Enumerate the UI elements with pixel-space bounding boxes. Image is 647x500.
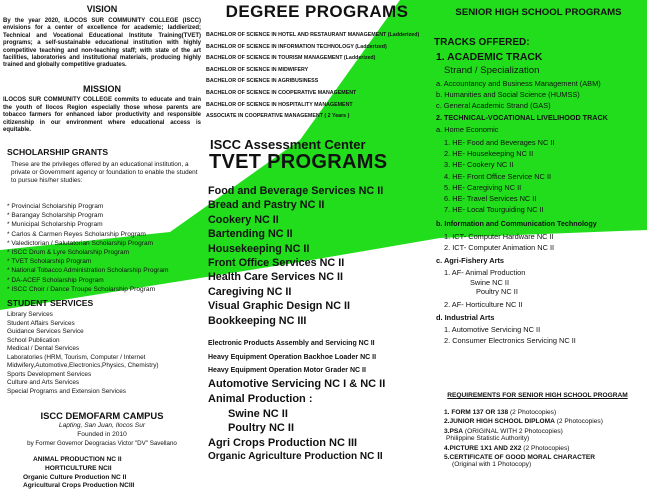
requirements-list [444, 408, 603, 470]
list-item: 7. HE- Local Tourguiding NC II [444, 205, 544, 215]
list-item: * Valedictorian / Salutatorian Scholarship Program [7, 239, 154, 247]
list-item: 6. HE- Travel Services NC II [444, 194, 537, 204]
list-item: ASSOCIATE IN COOPERATIVE MANAGEMENT ( 2 Years ) [206, 113, 350, 120]
list-item: Electronic Products Assembly and Servicing NC II [208, 340, 375, 347]
list-item: Organic Culture Production NC II [23, 473, 127, 481]
academic-strands-list [436, 78, 601, 111]
list-item: a. Accountancy and Business Management (ABM) [436, 79, 601, 88]
list-item: 4.PICTURE 1X1 AND 2X2 (2 Photocopies) [444, 444, 570, 452]
demofarm-programs [23, 456, 134, 491]
list-item: Animal Production : [208, 392, 313, 405]
list-item: School Publication [7, 336, 60, 344]
list-item: 2. HE- Housekeeping NC II [444, 149, 534, 159]
scholarship-grants-list [7, 202, 169, 294]
list-item: Medical / Dental Services [7, 345, 80, 352]
degree-programs-title: DEGREE PROGRAMS [225, 2, 409, 21]
student-services-list [7, 311, 159, 396]
list-item: 1. FORM 137 OR 138 (2 Photocopies) [444, 409, 557, 416]
list-item: 1. ICT- Computer Hardware NC II [444, 232, 554, 241]
academic-track-title: 1. ACADEMIC TRACK [436, 52, 543, 63]
list-item: * DA-ACEF Scholarship Program [7, 276, 104, 284]
list-item: Housekeeping NC II [208, 242, 310, 255]
vision-title: VISION [86, 4, 118, 14]
assessment-center-title: ISCC Assessment Center [210, 137, 366, 152]
list-item: 1. Automotive Servicing NC II [444, 325, 541, 334]
list-item: 3.PSA (ORIGINAL WITH 2 Photocopies) [444, 427, 563, 435]
list-item: BACHELOR OF SCIENCE IN AGRIBUSINESS [206, 78, 319, 85]
list-item: * ISCC Choir / Dance Troupe Scholarship Program [7, 285, 156, 293]
list-item: b. Humanities and Social Science (HUMSS) [436, 90, 580, 99]
list-item: 2.JUNIOR HIGH SCHOOL DIPLOMA (2 Photocopies) [444, 418, 603, 426]
list-item: 1. AF- Animal Production [444, 268, 526, 277]
list-item: * Provincial Scholarship Program [7, 203, 104, 210]
list-item: Health Care Services NC II [208, 271, 344, 284]
ict-title: b. Information and Communication Technology [436, 219, 597, 228]
list-item: Heavy Equipment Operation Motor Grader NC II [208, 367, 366, 375]
home-economic-title: a. Home Economic [436, 125, 499, 134]
list-item: Cookery NC II [208, 213, 279, 226]
degree-programs-list [206, 30, 419, 123]
list-item: Swine NC II [470, 277, 510, 287]
vision-text: By the year 2020, ILOCOS SUR COMMUNITY COLLEGE (ISCC) envisions for a center of excellence for academic; laddierized; Technical and Vocational Educational Institute Training(TVET) programs; a self-sustainable educational institution with highly competitive teaching and non-teaching staff; with state of the art facilities, laboratories and institutional materials, producing highly trained and globally competitive graduates. [3, 18, 201, 69]
list-item: Front Office Services NC II [208, 257, 345, 270]
list-item: * Municipal Scholarship Program [7, 221, 103, 229]
list-item: 2. ICT- Computer Animation NC II [444, 243, 555, 252]
list-item: Automotive Servicing NC I & NC II [208, 378, 386, 390]
list-item: (Original with 1 Photocopy) [452, 461, 532, 469]
demofarm-location: Lapting, San Juan, Ilocos Sur [58, 422, 146, 429]
list-item: * Carlos & Carmen Reyes Scholarship Program [7, 230, 146, 238]
scholarship-grants-intro: These are the privileges offered by an educational institution, a private or Government agency or foundation to enable the student to pursue his/her studies: [11, 161, 198, 184]
list-item: Caregiving NC II [208, 285, 292, 298]
list-item: BACHELOR OF SCIENCE IN HOSPITALITY MANAGEMENT [206, 101, 353, 108]
list-item: Food and Beverage Services NC II [208, 185, 384, 197]
demofarm-title: ISCC DEMOFARM CAMPUS [40, 410, 164, 421]
list-item: Sports Development Services [7, 370, 92, 378]
shs-programs-title: SENIOR HIGH SCHOOL PROGRAMS [455, 7, 622, 18]
list-item: BACHELOR OF SCIENCE IN MIDWIFERY [206, 66, 309, 73]
industrial-arts-title: d. Industrial Arts [436, 313, 495, 322]
list-item: Guidance Services Service [7, 328, 84, 335]
agri-fishery-title: c. Agri-Fishery Arts [436, 256, 505, 265]
list-item: ANIMAL PRODUCTION NC II [33, 456, 122, 463]
list-item: * Barangay Scholarship Program [7, 212, 104, 220]
ict-list [444, 231, 554, 253]
list-item: BACHELOR OF SCIENCE IN INFORMATION TECHNOLOGY (Ladderized) [206, 43, 387, 50]
list-item: HORTICULTURE NCII [45, 464, 112, 472]
list-item: Heavy Equipment Operation Backhoe Loader NC II [208, 353, 377, 361]
scholarship-grants-title: SCHOLARSHIP GRANTS [7, 147, 109, 157]
tvl-track-title: 2. TECHNICAL-VOCATIONAL LIVELIHOOD TRACK [436, 113, 608, 122]
academic-track-subtitle: Strand / Specialization [444, 65, 540, 76]
demofarm-founded: Founded in 2010 [77, 431, 127, 438]
list-item: * TVET Scholarship Program [7, 258, 92, 266]
tvet-programs-title: TVET PROGRAMS [209, 151, 388, 173]
list-item: BACHELOR OF SCIENCE IN COOPERATIVE MANAGEMENT [206, 89, 357, 96]
tvet-programs-list [208, 184, 383, 328]
list-item: Poultry NC II [228, 422, 295, 435]
list-item: Midwifery,Automotive,Electronics,Physics, Chemistry) [7, 362, 159, 369]
mission-title: MISSION [82, 84, 121, 94]
tvet-programs-small-list [208, 337, 376, 378]
list-item: * National Tobacco Administration Scholarship Program [7, 267, 169, 275]
agri-fishery-list [444, 268, 525, 309]
list-item: Philippine Statistic Authority) [446, 435, 530, 443]
tvet-programs-extra-list [208, 377, 385, 451]
list-item: Student Affairs Services [7, 319, 75, 327]
list-item: 5.CERTIFICATE OF GOOD MORAL CHARACTER [444, 454, 596, 462]
student-services-title: STUDENT SERVICES [7, 298, 94, 308]
tracks-offered-title: TRACKS OFFERED: [434, 37, 530, 48]
list-item: Agricultural Crops Production NCIII [23, 482, 135, 490]
list-item: BACHELOR OF SCIENCE IN HOTEL AND RESTAURANT MANAGEMENT (Ladderized) [206, 32, 420, 38]
list-item: Bookkeeping NC III [208, 314, 307, 327]
list-item: Library Services [7, 311, 53, 318]
list-item: Bread and Pastry NC II [208, 199, 325, 212]
list-item: 5. HE- Caregiving NC II [444, 182, 522, 192]
list-item: Culture and Arts Services [7, 379, 80, 386]
list-item: BACHELOR OF SCIENCE IN TOURISM MANAGEMENT (Ladderized) [206, 55, 376, 62]
list-item: Organic Agriculture Production NC II [208, 451, 383, 462]
requirements-title: REQUIREMENTS FOR SENIOR HIGH SCHOOL PROGRAM [447, 392, 628, 399]
list-item: 3. HE- Cookery NC II [444, 160, 514, 170]
demofarm-founder: by Former Governor Deogracias Victor "DV" Savellano [27, 440, 177, 447]
list-item: 1. HE- Food and Beverages NC II [444, 138, 555, 147]
list-item: Laboratories (HRM, Tourism, Computer / Internet [7, 353, 146, 361]
list-item: 2. Consumer Electronics Servicing NC II [444, 336, 576, 346]
list-item: 2. AF- Horticulture NC II [444, 299, 523, 309]
list-item: c. General Academic Strand (GAS) [436, 101, 551, 110]
list-item: Agri Crops Production NC III [208, 437, 358, 450]
list-item: Poultry NC II [476, 287, 518, 297]
list-item: Special Programs and Extension Services [7, 387, 126, 395]
list-item: 4. HE- Front Office Service NC II [444, 171, 552, 181]
list-item: Swine NC II [228, 407, 288, 420]
list-item: * ISCC Drum & Lyre Scholarship Program [7, 249, 130, 257]
industrial-arts-list [444, 324, 576, 347]
home-economic-list [444, 137, 555, 215]
mission-text: ILOCOS SUR COMMUNITY COLLEGE commits to educate and train the youth of Ilocos Region especially those whose parents are tobacco farmers for enhanced labor productivity and responsible citizenship in our environment where educational access is equitable. [3, 97, 201, 134]
list-item: Visual Graphic Design NC II [208, 300, 350, 313]
list-item: Bartending NC II [208, 228, 293, 241]
